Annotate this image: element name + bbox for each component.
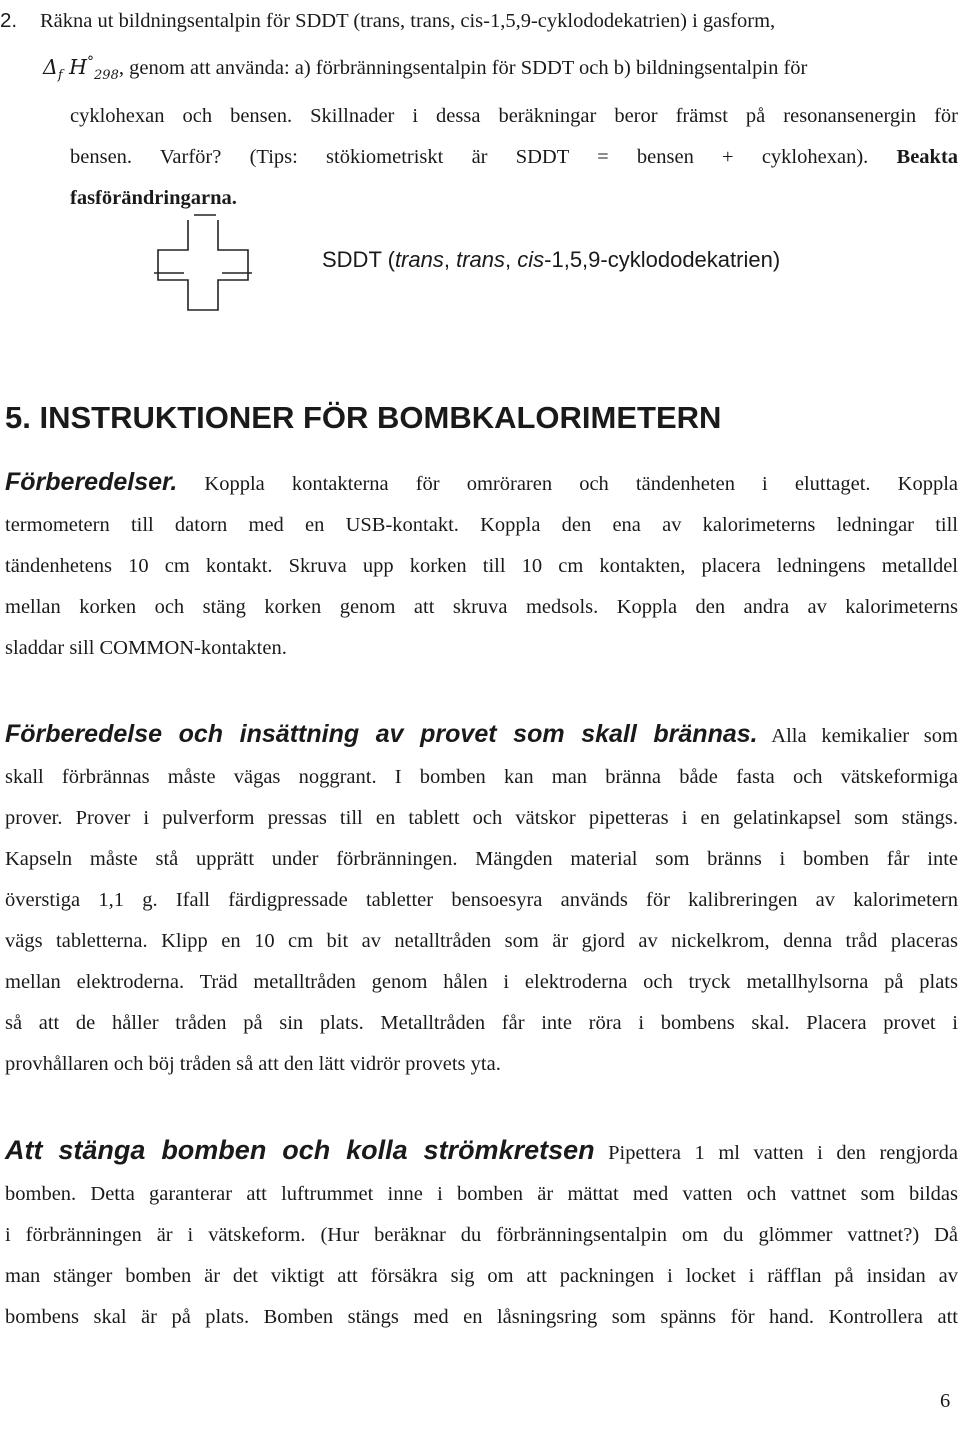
closing-line-5: bombens skal är på plats. Bomben stängs med en låsningsring som spänns för hand. Kontrollera att: [5, 1306, 958, 1328]
molecule-label-trans-2: trans: [456, 247, 506, 272]
sample-line-7: mellan elektroderna. Träd metalltråden genom hålen i elektroderna och tryck metallhylsorna på plats: [5, 971, 958, 993]
preparations-heading: Förberedelser.: [5, 468, 178, 496]
molecule-label-prefix: SDDT (: [322, 247, 395, 272]
question-line-1: [0, 0, 958, 42]
preparations-line-4: mellan korken och stäng korken genom att skruva medsols. Koppla den andra av kalorimeterns: [5, 596, 958, 618]
question-line-2: [5, 42, 958, 96]
closing-heading: Att stänga bomben och kolla strömkretsen: [5, 1135, 595, 1165]
preparations-text-1: Koppla kontakterna för omröraren och tändenheten i eluttaget. Koppla: [177, 473, 958, 495]
sample-line-2: skall förbrännas måste vägas noggrant. I bomben kan man bränna både fasta och vätskeformiga: [5, 766, 958, 788]
closing-paragraph: [5, 1130, 958, 1338]
sample-text-1: Alla kemikalier som: [757, 725, 958, 747]
question-text-4-bold: Beakta: [896, 145, 959, 168]
closing-line-2: bomben. Detta garanterar att luftrummet inne i bomben är mättat med vatten och vattnet som bildas: [5, 1183, 958, 1205]
preparations-line-2: termometern till datorn med en USB-kontakt. Koppla den ena av kalorimeterns ledningar till: [5, 514, 958, 536]
question-2: [0, 0, 959, 219]
question-line-4: [5, 137, 958, 178]
question-text-5-bold: fasförändringarna.: [70, 186, 237, 209]
closing-line-3: i förbränningen är i vätskeform. (Hur beräknar du förbränningsentalpin om du glömmer vattnet?) Då: [5, 1224, 958, 1246]
sample-line-9: provhållaren och böj tråden så att den lätt vidrör provets yta.: [5, 1053, 501, 1075]
sample-line-1: [5, 714, 958, 757]
molecule-label-separator-1: ,: [443, 247, 457, 272]
section-title: 5. INSTRUKTIONER FÖR BOMBKALORIMETERN: [5, 400, 722, 435]
sample-line-3: prover. Prover i pulverform pressas till en tablett och vätskor pipetteras i en gelatinkapsel som stängs.: [5, 807, 958, 829]
question-text-1: Räkna ut bildningsentalpin för SDDT (trans, trans, cis-1,5,9-cyklododekatrien) i gasform,: [40, 10, 776, 32]
formation-enthalpy-symbol: $\Delta_f$ $H^\circ_{298}$: [43, 54, 119, 83]
preparations-line-1: [5, 462, 958, 505]
preparations-paragraph: [5, 462, 958, 669]
sample-line-6: vägs tabletterna. Klipp en 10 cm bit av netalltråden som är gjord av nickelkrom, denna tråd placeras: [5, 930, 958, 952]
preparations-line-3: tändenhetens 10 cm kontakt. Skruva upp korken till 10 cm kontakten, placera ledningens metalldel: [5, 555, 958, 577]
closing-line-4: man stänger bomben är det viktigt att försäkra sig om att packningen i locket i räfflan på insidan av: [5, 1265, 958, 1287]
molecule-label-separator-2: ,: [505, 247, 518, 272]
question-line-5: [5, 178, 958, 219]
sample-line-8: så att de håller tråden på sin plats. Metalltråden får inte röra i bombens skal. Placera provet i: [5, 1012, 958, 1034]
question-number: 2.: [0, 9, 18, 32]
ring-skeleton-outline: [158, 220, 248, 310]
molecule-label-suffix: -1,5,9-cyklododekatrien): [544, 247, 781, 272]
sample-line-5: överstiga 1,1 g. Ifall färdigpressade tabletter bensoesyra används för kalibreringen av kalorimetern: [5, 889, 958, 911]
sddt-structure-diagram: [150, 212, 260, 312]
closing-text-1: Pipettera 1 ml vatten i den rengjorda: [594, 1142, 958, 1164]
sample-line-4: Kapseln måste stå upprätt under förbränningen. Mängden material som bränns i bomben får inte: [5, 848, 958, 870]
preparations-line-5: sladdar sill COMMON-kontakten.: [5, 637, 287, 659]
sample-heading: Förberedelse och insättning av provet som skall brännas.: [5, 720, 758, 748]
closing-line-1: [5, 1130, 958, 1174]
molecule-label-trans-1: trans: [394, 247, 444, 272]
question-text-4: bensen. Varför? (Tips: stökiometriskt är SDDT = bensen + cyklohexan).: [70, 145, 869, 168]
molecule-label-cis: cis: [517, 247, 545, 272]
page-number: 6: [940, 1390, 951, 1412]
sample-paragraph: [5, 714, 958, 1085]
question-line-3: cyklohexan och bensen. Skillnader i dessa beräkningar beror främst på resonansenergin för: [70, 104, 958, 127]
molecule-label: [322, 247, 780, 273]
question-text-2: , genom att använda: a) förbränningsentalpin för SDDT och b) bildningsentalpin för: [118, 56, 808, 79]
